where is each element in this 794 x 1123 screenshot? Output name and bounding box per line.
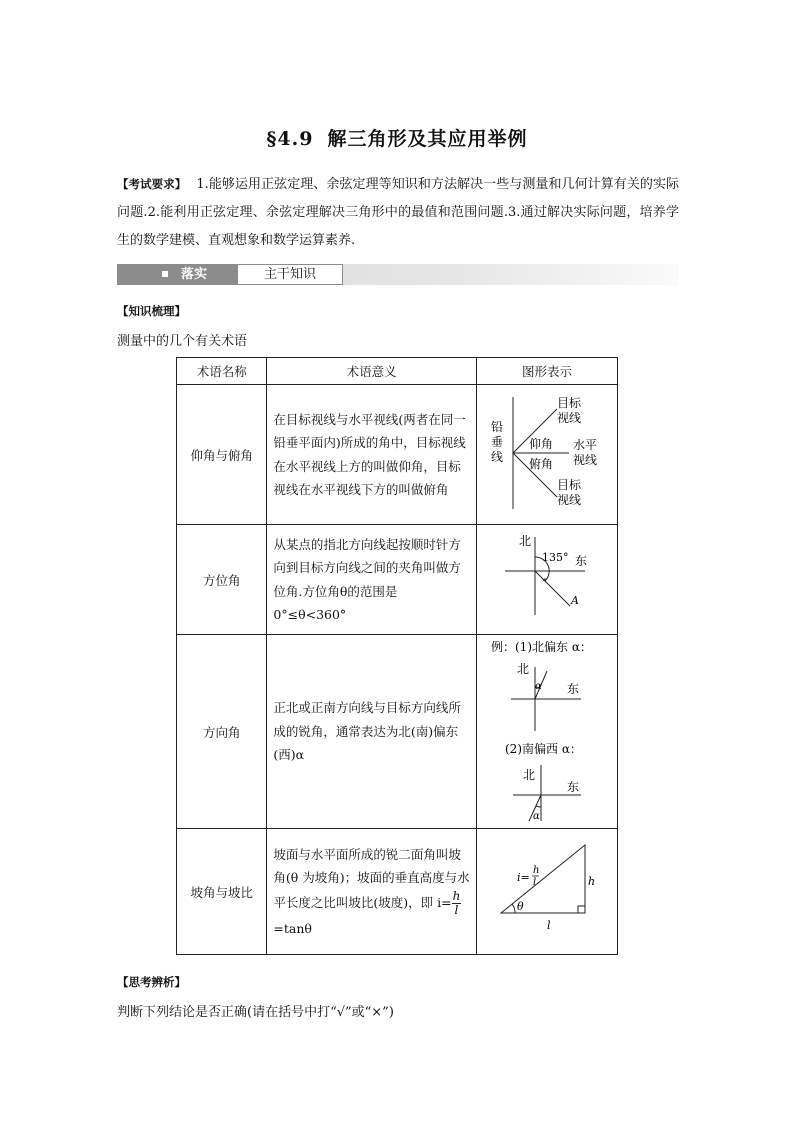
- term-name: 方向角: [177, 635, 267, 829]
- length-l-label: l: [546, 919, 551, 932]
- alpha-label: α: [534, 681, 542, 692]
- north-label: 北: [516, 662, 529, 676]
- plumb-label-3: 线: [490, 450, 503, 464]
- term-meaning: 在目标视线与水平视线(两者在同一铅垂平面内)所成的角中，目标视线在水平视线上方的叫做仰角，目标视线在水平视线下方的叫做俯角: [267, 385, 477, 525]
- slope-figure: [476, 829, 617, 955]
- table-row: [177, 385, 618, 525]
- table-row: [177, 525, 618, 635]
- page-title: [0, 124, 794, 151]
- slope-fraction: [452, 890, 462, 917]
- table-header-row: [177, 358, 618, 385]
- east-label: 东: [566, 682, 579, 696]
- horizontal-1: 水平: [572, 438, 597, 452]
- slope-meaning-post: =tanθ: [273, 920, 312, 936]
- target-down-1: 目标: [556, 478, 581, 492]
- example1-label: 例：(1)北偏东 α：: [490, 640, 592, 654]
- elevation-label: 仰角: [528, 437, 553, 451]
- term-meaning: 从某点的指北方向线起按顺时针方向到目标方向线之间的夹角叫做方位角.方位角θ的范围是 0°≤θ<360°: [267, 525, 477, 635]
- north-label: 北: [518, 534, 531, 548]
- terms-table: [176, 357, 618, 955]
- banner-right-label: 主干知识: [237, 264, 343, 285]
- section-number: §4.9: [266, 128, 314, 150]
- header-name: 术语名称: [177, 358, 267, 385]
- knowledge-intro: 测量中的几个有关术语: [117, 334, 248, 349]
- thinking-text: 判断下列结论是否正确(请在括号中打“√”或“×”): [117, 1005, 394, 1020]
- fraction-denominator: l: [454, 902, 459, 917]
- requirements-text: 1.能够运用正弦定理、余弦定理等知识和方法解决一些与测量和几何计算有关的实际问题.2.能利用正弦定理、余弦定理解决三角形中的最值和范围问题.3.通过解决实际问题，培养学生的数学建模、直观想象和数学运算素养.: [117, 177, 680, 248]
- plumb-label-2: 垂: [490, 435, 503, 449]
- point-a-label: A: [570, 594, 579, 607]
- target-up-2: 视线: [556, 411, 581, 425]
- term-name: 方位角: [177, 525, 267, 635]
- ratio-l-label: l: [532, 877, 537, 888]
- term-name: 仰角与俯角: [177, 385, 267, 525]
- plumb-label-1: 铅: [490, 420, 503, 434]
- target-down-2: 视线: [556, 493, 581, 507]
- header-figure: 图形表示: [476, 358, 617, 385]
- slope-meaning-pre: 坡面与水平面所成的锐二面角叫坡角(θ 为坡角)；坡面的垂直高度与水平长度之比叫坡比(坡度)，即 i=: [273, 846, 470, 910]
- elevation-depression-figure: [476, 385, 617, 525]
- requirements-tag: 【考试要求】: [117, 177, 187, 191]
- thinking-tag: 【思考辨析】: [117, 975, 186, 989]
- ratio-h-label: h: [532, 865, 540, 876]
- banner-left: [117, 264, 237, 285]
- direction-diagram: [477, 635, 617, 825]
- depression-label: 俯角: [528, 457, 553, 471]
- example2-label: (2)南偏西 α：: [504, 742, 582, 756]
- exam-requirements: [117, 170, 679, 255]
- term-name: 坡角与坡比: [177, 829, 267, 955]
- theta-label: θ: [516, 900, 524, 913]
- direction-angle-figure: [476, 635, 617, 829]
- term-meaning: 正北或正南方向线与目标方向线所成的锐角，通常表达为北(南)偏东(西)α: [267, 635, 477, 829]
- fraction-numerator: h: [452, 888, 461, 903]
- square-icon: [162, 271, 168, 277]
- table-row: [177, 635, 618, 829]
- north-label-2: 北: [522, 768, 535, 782]
- east-label: 东: [574, 554, 587, 568]
- header-meaning: 术语意义: [267, 358, 477, 385]
- azimuth-diagram: [477, 525, 617, 631]
- angle-135-label: 135°: [541, 551, 569, 564]
- elevation-diagram: [477, 385, 617, 521]
- east-label-2: 东: [566, 780, 579, 794]
- ratio-i-label: i=: [516, 871, 530, 884]
- azimuth-figure: [476, 525, 617, 635]
- height-h-label: h: [587, 875, 596, 888]
- knowledge-tag: 【知识梳理】: [117, 304, 186, 318]
- slope-diagram: [477, 829, 617, 951]
- section-banner: [117, 264, 679, 285]
- target-up-1: 目标: [556, 396, 581, 410]
- term-meaning: [267, 829, 477, 955]
- section-title: 解三角形及其应用举例: [327, 128, 528, 150]
- horizontal-2: 视线: [572, 453, 597, 467]
- alpha-label-2: α: [532, 811, 540, 822]
- banner-left-label: 落实: [181, 267, 208, 282]
- table-row: [177, 829, 618, 955]
